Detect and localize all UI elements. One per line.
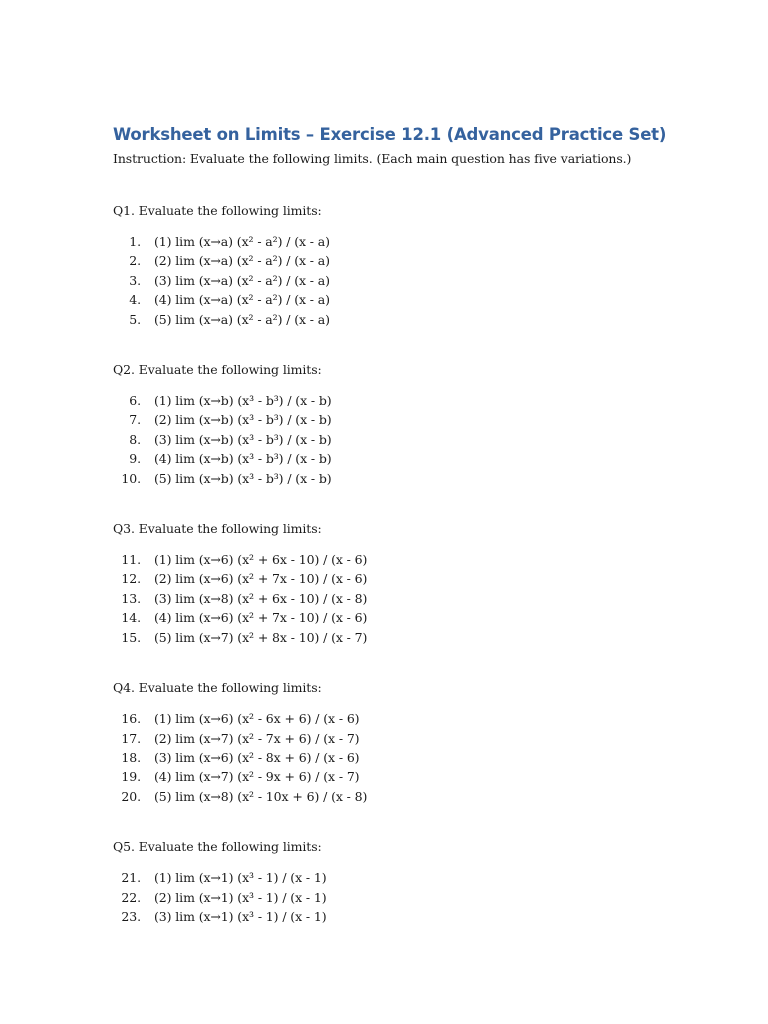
question-heading: Q3. Evaluate the following limits: — [113, 521, 322, 537]
list-item — [113, 410, 733, 429]
item-expression: (1) lim (x→6) (x² - 6x + 6) / (x - 6) — [154, 711, 360, 727]
item-expression: (5) lim (x→a) (x² - a²) / (x - a) — [154, 311, 330, 327]
question-items — [113, 391, 733, 488]
list-item — [113, 628, 733, 647]
question-items — [113, 709, 733, 806]
list-item — [113, 868, 733, 887]
worksheet-page — [113, 124, 733, 926]
item-number: 16. — [121, 711, 141, 727]
item-number: 10. — [121, 470, 141, 486]
question-q4 — [113, 679, 733, 806]
item-number: 11. — [121, 552, 141, 568]
item-number: 3. — [129, 272, 141, 288]
list-item — [113, 232, 733, 251]
list-item — [113, 449, 733, 468]
list-item — [113, 748, 733, 767]
item-expression: (3) lim (x→8) (x² + 6x - 10) / (x - 8) — [154, 590, 368, 606]
item-expression: (5) lim (x→7) (x² + 8x - 10) / (x - 7) — [154, 629, 368, 645]
item-number: 12. — [121, 571, 141, 587]
item-expression: (3) lim (x→b) (x³ - b³) / (x - b) — [154, 431, 332, 447]
item-expression: (1) lim (x→6) (x² + 6x - 10) / (x - 6) — [154, 552, 368, 568]
question-q3 — [113, 520, 733, 647]
item-number: 22. — [121, 889, 141, 905]
question-q5 — [113, 838, 733, 926]
item-expression: (4) lim (x→6) (x² + 7x - 10) / (x - 6) — [154, 610, 368, 626]
item-expression: (4) lim (x→7) (x² - 9x + 6) / (x - 7) — [154, 769, 360, 785]
list-item — [113, 271, 733, 290]
worksheet-title: Worksheet on Limits – Exercise 12.1 (Advanced Practice Set) — [113, 125, 667, 144]
item-expression: (1) lim (x→1) (x³ - 1) / (x - 1) — [154, 870, 327, 886]
list-item — [113, 430, 733, 449]
item-number: 1. — [129, 234, 141, 249]
list-item — [113, 589, 733, 608]
question-items — [113, 550, 733, 647]
item-number: 13. — [121, 590, 141, 606]
list-item — [113, 729, 733, 748]
item-expression: (2) lim (x→7) (x² - 7x + 6) / (x - 7) — [154, 730, 360, 746]
item-number: 17. — [121, 730, 141, 746]
list-item — [113, 709, 733, 728]
item-expression: (5) lim (x→b) (x³ - b³) / (x - b) — [154, 470, 332, 486]
item-number: 20. — [121, 788, 141, 804]
question-heading: Q5. Evaluate the following limits: — [113, 839, 322, 855]
item-expression: (3) lim (x→a) (x² - a²) / (x - a) — [154, 272, 330, 288]
item-expression: (4) lim (x→a) (x² - a²) / (x - a) — [154, 292, 330, 308]
item-expression: (2) lim (x→a) (x² - a²) / (x - a) — [154, 253, 330, 269]
question-items — [113, 232, 733, 329]
list-item — [113, 290, 733, 309]
item-number: 8. — [129, 431, 141, 447]
item-expression: (3) lim (x→6) (x² - 8x + 6) / (x - 6) — [154, 749, 360, 765]
list-item — [113, 251, 733, 270]
list-item — [113, 550, 733, 569]
list-item — [113, 569, 733, 588]
list-item — [113, 888, 733, 907]
item-expression: (2) lim (x→1) (x³ - 1) / (x - 1) — [154, 889, 327, 905]
list-item — [113, 310, 733, 329]
instruction-text: Instruction: Evaluate the following limits. (Each main question has five variations.) — [113, 151, 632, 166]
item-expression: (3) lim (x→1) (x³ - 1) / (x - 1) — [154, 908, 327, 924]
item-expression: (2) lim (x→b) (x³ - b³) / (x - b) — [154, 412, 332, 428]
list-item — [113, 608, 733, 627]
list-item — [113, 469, 733, 488]
item-expression: (5) lim (x→8) (x² - 10x + 6) / (x - 8) — [154, 788, 368, 804]
item-number: 4. — [129, 292, 141, 308]
list-item — [113, 787, 733, 806]
item-number: 14. — [121, 610, 141, 626]
item-number: 15. — [121, 629, 141, 645]
item-number: 21. — [121, 870, 141, 886]
question-heading: Q4. Evaluate the following limits: — [113, 680, 322, 696]
list-item — [113, 767, 733, 786]
item-expression: (1) lim (x→a) (x² - a²) / (x - a) — [154, 234, 330, 249]
item-number: 6. — [129, 393, 141, 409]
question-heading: Q2. Evaluate the following limits: — [113, 362, 322, 378]
question-heading: Q1. Evaluate the following limits: — [113, 203, 322, 218]
question-items — [113, 868, 733, 926]
item-number: 9. — [129, 451, 141, 467]
item-expression: (1) lim (x→b) (x³ - b³) / (x - b) — [154, 393, 332, 409]
question-q1 — [113, 202, 733, 329]
list-item — [113, 907, 733, 926]
item-expression: (4) lim (x→b) (x³ - b³) / (x - b) — [154, 451, 332, 467]
item-number: 23. — [121, 908, 141, 924]
item-number: 5. — [129, 311, 141, 327]
list-item — [113, 391, 733, 410]
item-expression: (2) lim (x→6) (x² + 7x - 10) / (x - 6) — [154, 571, 368, 587]
item-number: 7. — [129, 412, 141, 428]
question-q2 — [113, 361, 733, 488]
item-number: 19. — [121, 769, 141, 785]
item-number: 18. — [121, 749, 141, 765]
item-number: 2. — [129, 253, 141, 269]
